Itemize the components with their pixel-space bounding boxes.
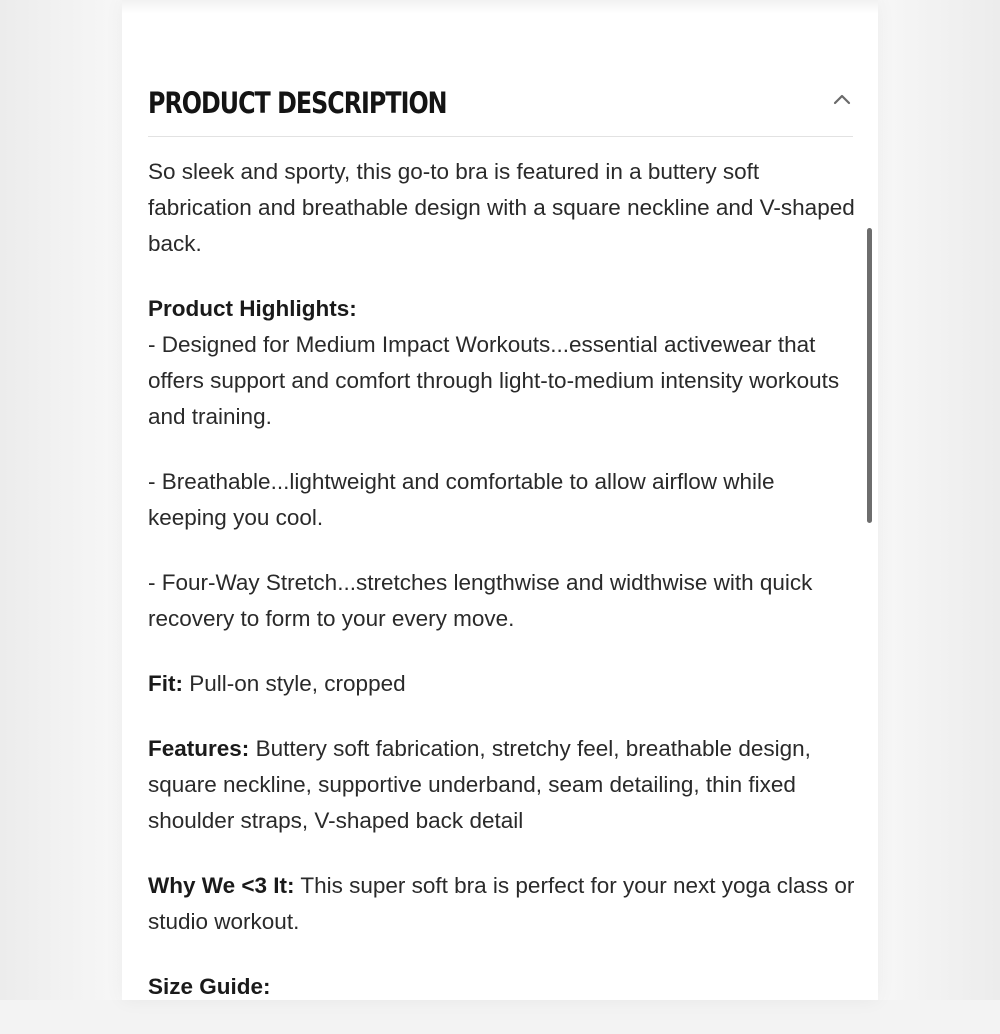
scrollbar-thumb[interactable] [867,228,872,523]
why-label: Why We <3 It: [148,873,295,898]
accordion-header[interactable] [148,78,853,137]
size-guide-label: Size Guide: [148,974,271,999]
highlights-heading: Product Highlights: [148,296,357,321]
panel-top-edge [122,0,878,14]
features-value: Buttery soft fabrication, stretchy feel, breathable design, square neckline, supportive underband, seam detailing, thin fixed shoulder straps, V-shaped back detail [148,736,811,833]
right-background [878,0,1000,1000]
section-title: PRODUCT DESCRIPTION [148,86,447,120]
features-paragraph [148,731,858,839]
why-value: This super soft bra is perfect for your next yoga class or studio workout. [148,873,855,934]
highlight-1-paragraph [148,291,858,435]
fit-label: Fit: [148,671,183,696]
highlight-2: - Breathable...lightweight and comfortable to allow airflow while keeping you cool. [148,469,775,530]
product-description-panel [122,0,878,1000]
chevron-up-icon [831,88,853,110]
left-background [0,0,122,1000]
features-label: Features: [148,736,250,761]
why-paragraph [148,868,858,940]
collapse-button[interactable] [831,88,853,110]
description-content [148,154,858,1034]
highlight-3: - Four-Way Stretch...stretches lengthwise and widthwise with quick recovery to form to your every move. [148,570,813,631]
fit-paragraph [148,666,858,702]
fit-value: Pull-on style, cropped [189,671,406,696]
highlight-1: - Designed for Medium Impact Workouts...essential activewear that offers support and comfort through light-to-medium intensity workouts and training. [148,332,840,429]
intro-paragraph: So sleek and sporty, this go-to bra is featured in a buttery soft fabrication and breathable design with a square neckline and V-shaped back. [148,159,855,256]
